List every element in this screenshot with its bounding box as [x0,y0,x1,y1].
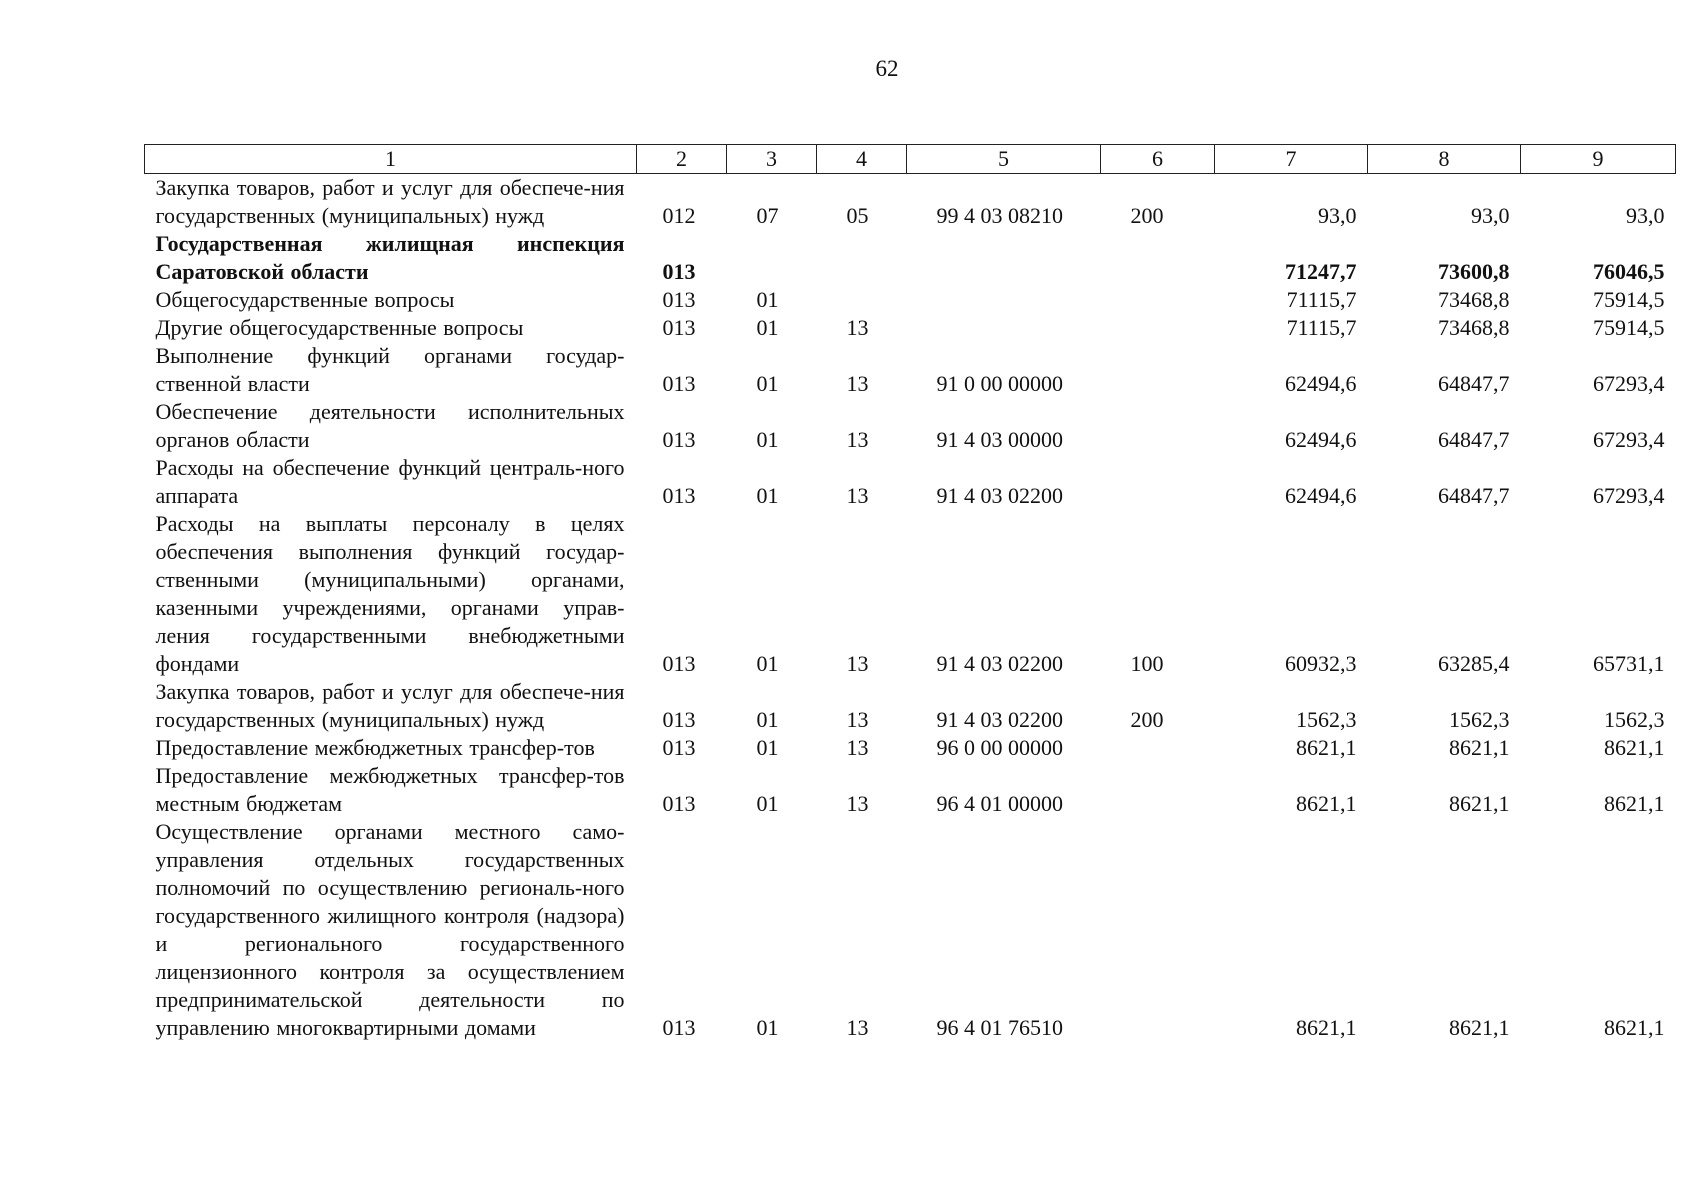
target-article-cell: 91 4 03 02200 [936,483,1063,508]
expense-name-cell: Другие общегосударственные вопросы [155,315,524,340]
expense-name-cell: Предоставление межбюджетных трансфер-тов [155,735,595,760]
subsection-code-cell: 13 [846,651,869,676]
expense-type-cell [1101,818,1215,1042]
section-code-cell: 01 [756,791,779,816]
table-row [145,510,1676,678]
section-code-cell: 01 [756,1015,779,1040]
amount-year3-cell: 75914,5 [1593,287,1665,312]
ministry-code-cell: 013 [662,735,696,760]
ministry-code-cell: 013 [662,483,696,508]
amount-year2-cell: 73468,8 [1438,315,1510,340]
target-article-cell [907,286,1101,314]
section-code-cell: 01 [756,707,779,732]
section-code-cell: 01 [756,651,779,676]
subsection-code-cell: 13 [846,735,869,760]
amount-year3-cell: 67293,4 [1593,427,1665,452]
amount-year1-cell: 1562,3 [1296,707,1357,732]
section-code-cell: 01 [756,427,779,452]
column-header: 8 [1368,145,1521,174]
target-article-cell: 91 4 03 02200 [936,707,1063,732]
expense-type-cell: 200 [1130,707,1164,732]
target-article-cell: 91 4 03 00000 [936,427,1063,452]
amount-year2-cell: 93,0 [1471,203,1510,228]
subsection-code-cell [817,230,907,286]
column-header: 5 [907,145,1101,174]
expense-name-cell: Выполнение функций органами государ-ственной власти [155,343,625,396]
amount-year1-cell: 60932,3 [1285,651,1357,676]
target-article-cell: 96 0 00 00000 [936,735,1063,760]
amount-year2-cell: 63285,4 [1438,651,1510,676]
subsection-code-cell: 13 [846,791,869,816]
column-header: 3 [727,145,817,174]
amount-year1-cell: 71247,7 [1285,259,1357,284]
amount-year2-cell: 8621,1 [1449,1015,1510,1040]
table-row [145,454,1676,510]
section-code-cell: 07 [756,203,779,228]
ministry-code-cell: 013 [662,371,696,396]
amount-year3-cell: 93,0 [1626,203,1665,228]
expense-type-cell [1101,734,1215,762]
page-number: 62 [875,56,899,81]
ministry-code-cell: 013 [662,259,696,284]
table-row [145,678,1676,734]
budget-table [144,144,1676,1042]
expense-name-cell: Расходы на обеспечение функций централь-ного аппарата [155,455,625,508]
column-header: 4 [817,145,907,174]
target-article-cell: 99 4 03 08210 [936,203,1063,228]
table-row [145,174,1676,231]
amount-year2-cell: 64847,7 [1438,371,1510,396]
amount-year1-cell: 8621,1 [1296,735,1357,760]
expense-name-cell: Осуществление органами местного само-управления отдельных государственных полномочий по осуществлению региональ-ного государственного жилищного контроля (надзора) и регионального государственного лицензионного контроля за осуществлением предпринимательской деятельности по управлению многоквартирными домами [155,819,625,1040]
subsection-code-cell [817,286,907,314]
expense-name-cell: Расходы на выплаты персоналу в целях обеспечения выполнения функций государ-ственными (муниципальными) органами, казенными учреждениями, органами управ-ления государственными внебюджетными фондами [155,511,625,676]
subsection-code-cell: 13 [846,427,869,452]
expense-type-cell [1101,230,1215,286]
section-code-cell: 01 [756,483,779,508]
subsection-code-cell: 13 [846,1015,869,1040]
target-article-cell [907,314,1101,342]
ministry-code-cell: 013 [662,315,696,340]
target-article-cell: 91 4 03 02200 [936,651,1063,676]
expense-type-cell [1101,314,1215,342]
amount-year1-cell: 8621,1 [1296,791,1357,816]
ministry-code-cell: 013 [662,651,696,676]
subsection-code-cell: 13 [846,707,869,732]
amount-year3-cell: 1562,3 [1604,707,1665,732]
table-row [145,286,1676,314]
table-body [145,174,1676,1043]
table-header-row [145,145,1676,174]
amount-year2-cell: 73468,8 [1438,287,1510,312]
amount-year2-cell: 73600,8 [1438,259,1510,284]
subsection-code-cell: 13 [846,483,869,508]
amount-year1-cell: 71115,7 [1286,315,1357,340]
table-row [145,230,1676,286]
ministry-code-cell: 013 [662,791,696,816]
section-code-cell: 01 [756,287,779,312]
section-code-cell: 01 [756,371,779,396]
table-row [145,398,1676,454]
table-row [145,342,1676,398]
expense-type-cell [1101,454,1215,510]
column-header: 7 [1215,145,1368,174]
amount-year1-cell: 93,0 [1318,203,1357,228]
amount-year1-cell: 71115,7 [1286,287,1357,312]
amount-year3-cell: 67293,4 [1593,483,1665,508]
amount-year3-cell: 8621,1 [1604,735,1665,760]
subsection-code-cell: 05 [846,203,869,228]
amount-year3-cell: 75914,5 [1593,315,1665,340]
amount-year2-cell: 64847,7 [1438,483,1510,508]
target-article-cell: 96 4 01 76510 [936,1015,1063,1040]
expense-name-cell: Закупка товаров, работ и услуг для обеспече-ния государственных (муниципальных) нужд [155,175,625,228]
amount-year2-cell: 1562,3 [1449,707,1510,732]
amount-year3-cell: 8621,1 [1604,1015,1665,1040]
amount-year1-cell: 8621,1 [1296,1015,1357,1040]
section-code-cell [727,230,817,286]
amount-year2-cell: 8621,1 [1449,791,1510,816]
expense-name-cell: Государственная жилищная инспекция Саратовской области [155,231,625,284]
amount-year2-cell: 64847,7 [1438,427,1510,452]
expense-type-cell [1101,286,1215,314]
expense-name-cell: Закупка товаров, работ и услуг для обеспече-ния государственных (муниципальных) нужд [155,679,625,732]
amount-year3-cell: 8621,1 [1604,791,1665,816]
expense-type-cell [1101,342,1215,398]
table-row [145,734,1676,762]
table-row [145,762,1676,818]
amount-year3-cell: 67293,4 [1593,371,1665,396]
ministry-code-cell: 013 [662,287,696,312]
subsection-code-cell: 13 [846,371,869,396]
expense-type-cell: 100 [1130,651,1164,676]
target-article-cell: 91 0 00 00000 [936,371,1063,396]
column-header: 9 [1521,145,1676,174]
expense-type-cell: 200 [1130,203,1164,228]
ministry-code-cell: 013 [662,427,696,452]
section-code-cell: 01 [756,735,779,760]
amount-year3-cell: 65731,1 [1593,651,1665,676]
expense-name-cell: Обеспечение деятельности исполнительных органов области [155,399,625,452]
amount-year1-cell: 62494,6 [1285,483,1357,508]
ministry-code-cell: 013 [662,1015,696,1040]
subsection-code-cell: 13 [846,315,869,340]
column-header: 2 [637,145,727,174]
column-header: 6 [1101,145,1215,174]
amount-year1-cell: 62494,6 [1285,427,1357,452]
table-row [145,314,1676,342]
amount-year1-cell: 62494,6 [1285,371,1357,396]
section-code-cell: 01 [756,315,779,340]
target-article-cell [907,230,1101,286]
ministry-code-cell: 013 [662,707,696,732]
ministry-code-cell: 012 [662,203,696,228]
amount-year2-cell: 8621,1 [1449,735,1510,760]
expense-name-cell: Общегосударственные вопросы [155,287,455,312]
expense-type-cell [1101,762,1215,818]
table-row [145,818,1676,1042]
expense-name-cell: Предоставление межбюджетных трансфер-тов местным бюджетам [155,763,625,816]
amount-year3-cell: 76046,5 [1593,259,1665,284]
target-article-cell: 96 4 01 00000 [936,791,1063,816]
column-header: 1 [145,145,637,174]
expense-type-cell [1101,398,1215,454]
